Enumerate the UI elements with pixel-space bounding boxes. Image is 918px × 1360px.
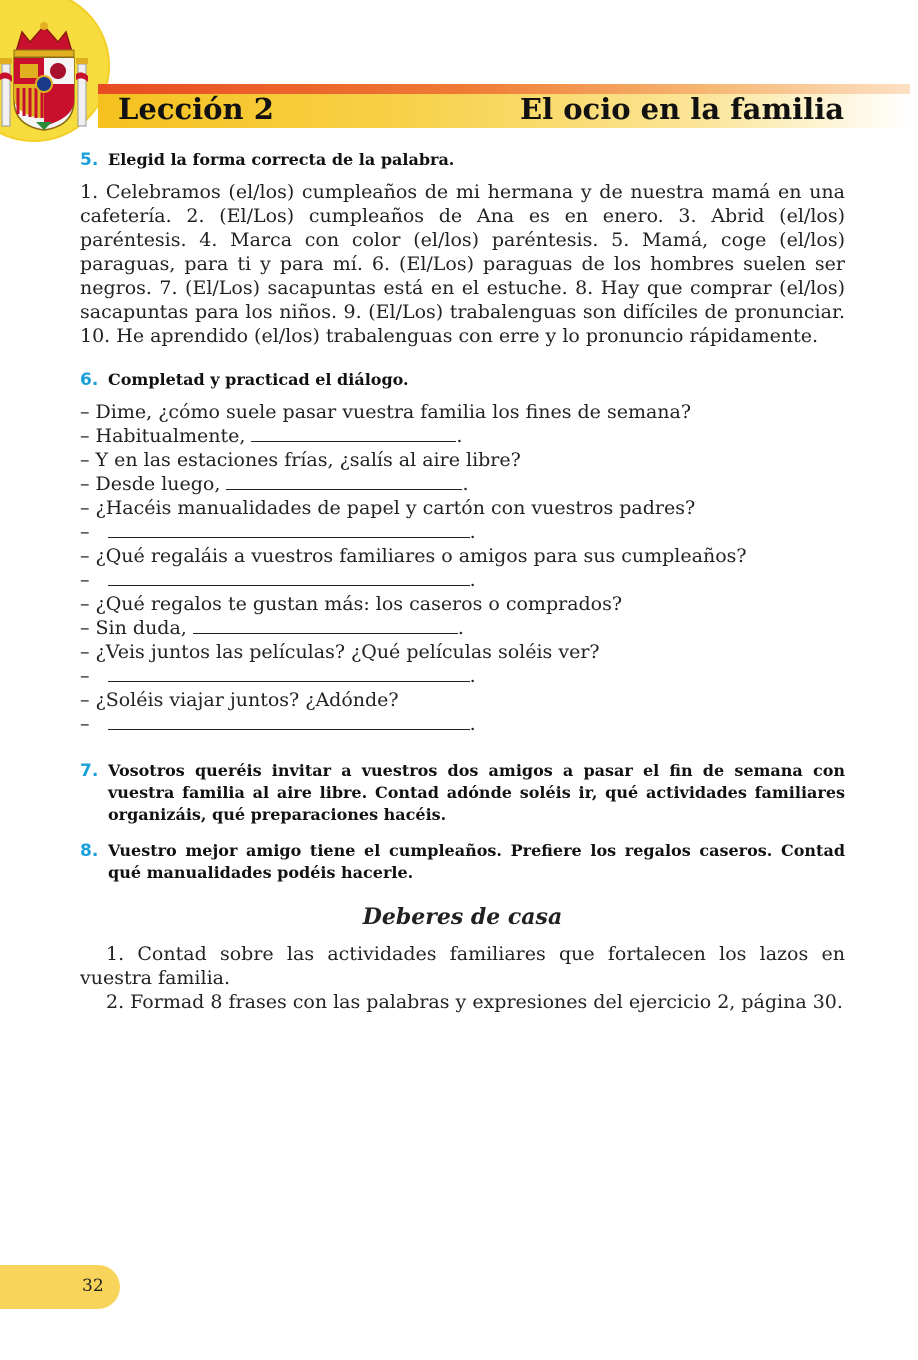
answer-blank[interactable] [108,665,470,682]
dialog-line: – Desde luego, . [80,473,469,495]
exercise-8 [80,840,845,884]
dialog-line: – ¿Qué regalos te gustan más: los caseros o comprados? [80,593,623,615]
answer-blank[interactable] [193,617,458,634]
dialog-line: – ¿Soléis viajar juntos? ¿Adónde? [80,689,399,711]
answer-blank[interactable] [108,569,470,586]
exercise-6-header [80,370,845,390]
exercise-text: Vosotros queréis invitar a vuestros dos amigos a pasar el fin de semana con vuestra familia al aire libre. Contad adónde soléis ir, qué actividades familiares organizáis, qué preparaciones hacéis. [108,761,845,824]
dialog-line: – ¿Hacéis manualidades de papel y cartón con vuestros padres? [80,497,696,519]
answer-blank[interactable] [226,473,462,490]
dialog-line: – . [80,713,476,735]
exercise-number: 7. [80,761,99,781]
answer-blank[interactable] [108,521,470,538]
dialog-line: – Y en las estaciones frías, ¿salís al aire libre? [80,449,521,471]
dialog-line: – . [80,665,476,687]
lesson-title: Lección 2 [118,92,274,126]
spanish-coat-of-arms-icon [0,18,88,134]
exercise-number: 5. [80,150,99,170]
dialog-line: – Dime, ¿cómo suele pasar vuestra familia los fines de semana? [80,401,692,423]
exercise-5-header [80,150,845,170]
homework-item: 1. Contad sobre las actividades familiares que fortalecen los lazos en vuestra familia. [80,943,845,989]
exercise-text: Vuestro mejor amigo tiene el cumpleaños. Prefiere los regalos caseros. Contad qué manualidades podéis hacerle. [108,841,845,882]
answer-blank[interactable] [108,713,470,730]
lesson-topic: El ocio en la familia [520,92,844,126]
exercise-number: 6. [80,370,99,390]
exercise-7 [80,760,845,826]
answer-blank[interactable] [251,425,456,442]
dialog-list [80,400,845,736]
exercise-title: Elegid la forma correcta de la palabra. [108,150,455,169]
page-content [80,150,845,1014]
dialog-line: – Sin duda, . [80,617,464,639]
exercise-number: 8. [80,841,99,861]
page-number: 32 [82,1276,104,1296]
dialog-line: – ¿Qué regaláis a vuestros familiares o amigos para sus cumpleaños? [80,545,747,567]
exercise-5-text: 1. Celebramos (el/los) cumpleaños de mi hermana y de nuestra mamá en una cafetería. 2. (El/Los) cumpleaños de Ana es en enero. 3. Abrid (el/los) paréntesis. 4. Marca con color (el/los) paréntesis. 5. Mamá, coge (el/los) paraguas, para ti y para mí. 6. (El/Los) paraguas de los hombres suelen ser negros. 7. (El/Los) sacapuntas está en el estuche. 8. Hay que comprar (el/los) sacapuntas para los niños. 9. (El/Los) trabalenguas son difíciles de pronunciar. 10. He aprendido (el/los) trabalenguas con erre y lo pronuncio rápidamente. [80,181,845,347]
dialog-line: – ¿Veis juntos las películas? ¿Qué películas soléis ver? [80,641,600,663]
dialog-line: – Habitualmente, . [80,425,463,447]
exercise-title: Completad y practicad el diálogo. [108,370,409,389]
homework-title: Deberes de casa [362,904,563,930]
dialog-line: – . [80,521,476,543]
dialog-line: – . [80,569,476,591]
homework-item: 2. Formad 8 frases con las palabras y expresiones del ejercicio 2, página 30. [106,991,843,1013]
